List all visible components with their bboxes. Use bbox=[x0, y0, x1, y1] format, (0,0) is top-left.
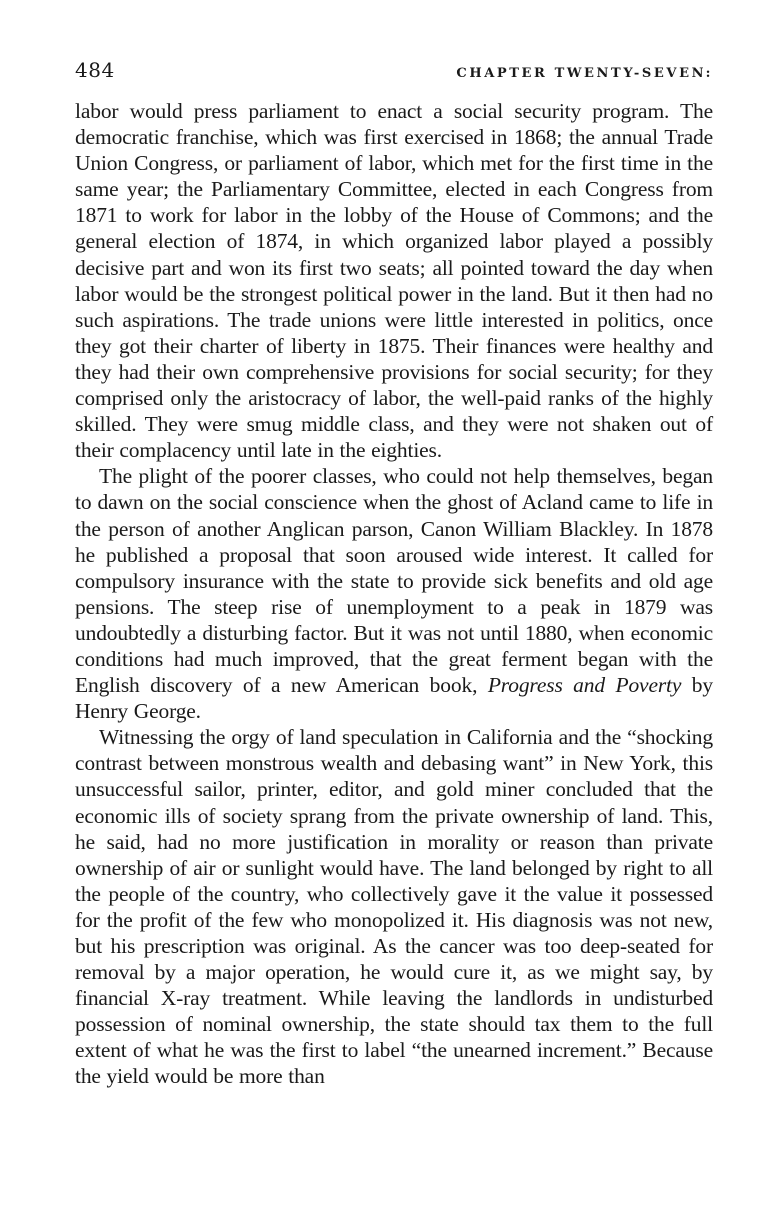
paragraph-text: by Henry George. bbox=[75, 673, 713, 724]
running-header bbox=[75, 58, 713, 98]
paragraph bbox=[75, 463, 713, 724]
book-title: Progress and Poverty bbox=[487, 673, 682, 698]
page-number: 484 bbox=[75, 58, 115, 82]
paragraph: Witnessing the orgy of land speculation in California and the “shocking contrast between monstrous wealth and debasing want” in New York, this unsuccessful sailor, printer, editor, and gold miner concluded that the economic ills of society sprang from the private ownership of land. This, he said, had no more justification in morality or reason than private ownership of air or sunlight would have. The land belonged by right to all the people of the country, who collectively gave it the value it possessed for the profit of the few who monopolized it. His diagnosis was not new, but his prescription was original. As the cancer was too deep-seated for removal by a major operation, he would cure it, as we might say, by financial X-ray treatment. While leaving the landlords in undisturbed possession of nominal ownership, the state should tax them to the full extent of what he was the first to label “the unearned increment.” Because the yield would be more than bbox=[75, 725, 713, 1089]
body-text bbox=[75, 98, 713, 1090]
paragraph: labor would press parliament to enact a social security program. The democratic franchise, which was first exercised in 1868; the annual Trade Union Congress, or parliament of labor, which met for the first time in the same year; the Parliamentary Committee, elected in each Congress from 1871 to work for labor in the lobby of the House of Commons; and the general election of 1874, in which organized labor played a possibly decisive part and won its first two seats; all pointed toward the day when labor would be the strongest political power in the land. But it then had no such aspirations. The trade unions were little interested in politics, once they got their charter of liberty in 1875. Their finances were healthy and they had their own comprehensive provisions for social security; for they comprised only the aristocracy of labor, the well-paid ranks of the highly skilled. They were smug middle class, and they were not shaken out of their complacency until late in the eighties. bbox=[75, 99, 713, 463]
paragraph-text: The plight of the poorer classes, who could not help themselves, began to dawn on the social conscience when the ghost of Acland came to life in the person of another Anglican parson, Canon William Blackley. In 1878 he published a proposal that soon aroused wide interest. It called for compulsory insurance with the state to provide sick benefits and old age pensions. The steep rise of unemployment to a peak in 1879 was undoubtedly a disturbing factor. But it was not until 1880, when economic conditions had much improved, that the great ferment began with the English discovery of a new American book, bbox=[75, 464, 713, 698]
book-page bbox=[75, 58, 713, 1090]
chapter-heading: CHAPTER TWENTY-SEVEN: bbox=[456, 66, 713, 81]
